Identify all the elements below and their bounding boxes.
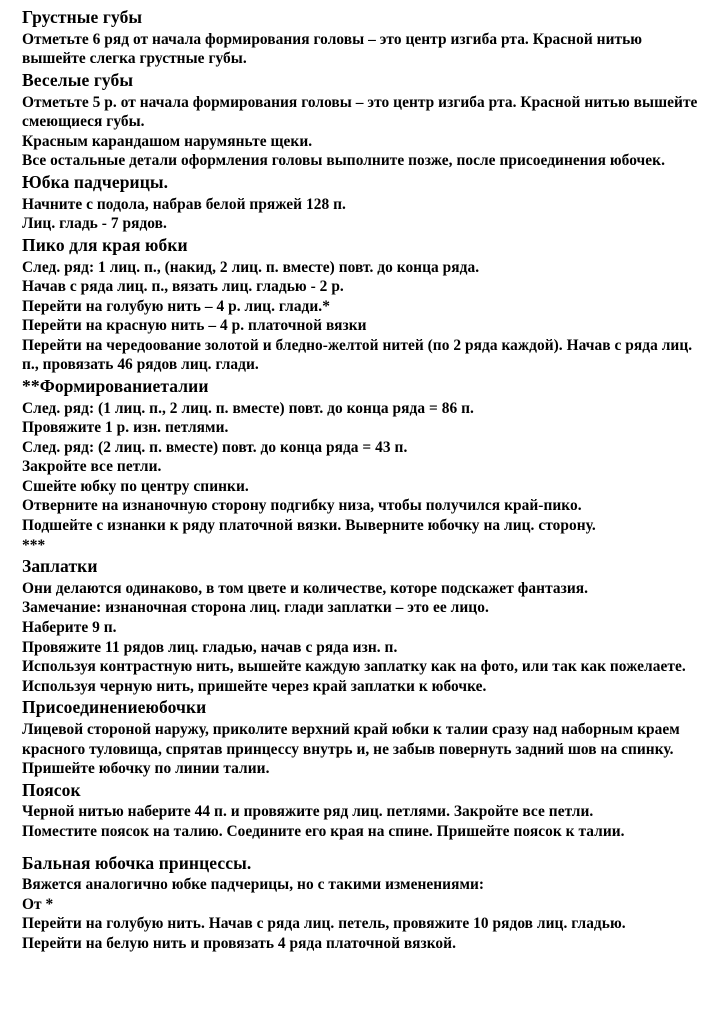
body-paragraph: Провяжите 11 рядов лиц. гладью, начав с ряда изн. п. [22, 638, 398, 656]
body-paragraph: Черной нитью наберите 44 п. и провяжите ряд лиц. петлями. Закройте все петли. [22, 803, 594, 821]
document-content [22, 6, 706, 954]
section-heading: Веселые губы [22, 69, 134, 90]
section-heading: Присоединениеюбочки [22, 697, 207, 718]
body-paragraph: Вяжется аналогично юбке падчерицы, но с такими изменениями: [22, 876, 485, 894]
body-paragraph: Закройте все петли. [22, 458, 162, 476]
body-paragraph: Подшейте с изнанки к ряду платочной вязки. Выверните юбочку на лиц. сторону. [22, 517, 596, 534]
body-paragraph: Перейти на голубую нить. Начав с ряда лиц. петель, провяжите 10 рядов лиц. гладью. [22, 915, 626, 933]
body-paragraph: Отверните на изнаночную сторону подгибку низа, чтобы получился край-пико. [22, 497, 582, 515]
body-paragraph: Перейти на чередоование золотой и бледно-желтой нитей (по 2 ряда каждой). Начав с ряда лиц. п., провязать 46 рядов лиц. глади. [22, 336, 693, 374]
body-paragraph: От * [22, 895, 54, 913]
body-paragraph: Лицевой стороной наружу, приколите верхний край юбки к талии сразу над наборным краем красного туловища, спрятав принцессу внутрь и, не забыв повернуть задний шов на спинку. Пришейте юбочку по линии талии. [22, 721, 680, 778]
body-paragraph: Отметьте 6 ряд от начала формирования головы – это центр изгиба рта. Красной нитью вышейте слегка грустные губы. [22, 30, 643, 68]
body-paragraph: Начав с ряда лиц. п., вязать лиц. гладью - 2 р. [22, 278, 344, 296]
body-paragraph: След. ряд: (1 лиц. п., 2 лиц. п. вместе) повт. до конца ряда = 86 п. [22, 399, 474, 417]
section-heading: Заплатки [22, 556, 98, 577]
section-heading: Бальная юбочка принцессы. [22, 852, 252, 873]
paragraph-spacer [22, 842, 706, 852]
body-paragraph: Перейти на белую нить и провязать 4 ряда платочной вязкой. [22, 935, 456, 952]
section-heading: Юбка падчерицы. [22, 171, 169, 192]
body-paragraph: Провяжите 1 р. изн. петлями. [22, 419, 229, 437]
section-heading: Поясок [22, 779, 81, 800]
body-paragraph: Лиц. гладь - 7 рядов. [22, 215, 167, 233]
body-paragraph: Поместите поясок на талию. Соедините его края на спине. Пришейте поясок к талии. [22, 823, 625, 840]
body-paragraph: Используя контрастную нить, вышейте каждую заплатку как на фото, или так как пожелаете. [22, 658, 686, 676]
body-paragraph: Сшейте юбку по центру спинки. [22, 477, 249, 495]
body-paragraph: Красным карандашом нарумяньте щеки. [22, 132, 313, 150]
body-paragraph: Отметьте 5 р. от начала формирования головы – это центр изгиба рта. Красной нитью вышейте смеющиеся губы. [22, 93, 698, 131]
body-paragraph: Перейти на голубую нить – 4 р. лиц. глади.* [22, 297, 330, 315]
body-paragraph: Используя черную нить, пришейте через край заплатки к юбочке. [22, 677, 487, 695]
body-paragraph: След. ряд: (2 лиц. п. вместе) повт. до конца ряда = 43 п. [22, 438, 408, 456]
body-paragraph: Они делаются одинаково, в том цвете и количестве, которе подскажет фантазия. [22, 579, 589, 597]
body-paragraph: Наберите 9 п. [22, 619, 117, 636]
body-paragraph: *** [22, 536, 46, 554]
body-paragraph: Перейти на красную нить – 4 р. платочной вязки [22, 317, 367, 335]
body-paragraph: След. ряд: 1 лиц. п., (накид, 2 лиц. п. вместе) повт. до конца ряда. [22, 258, 480, 276]
section-heading: Грустные губы [22, 7, 143, 27]
section-heading: **Формированиеталии [22, 375, 209, 396]
body-paragraph: Начните с подола, набрав белой пряжей 128 п. [22, 195, 346, 213]
body-paragraph: Все остальные детали оформления головы выполните позже, после присоединения юбочек. [22, 152, 665, 170]
section-heading: Пико для края юбки [22, 234, 188, 255]
body-paragraph: Замечание: изнаночная сторона лиц. глади заплатки – это ее лицо. [22, 599, 489, 617]
